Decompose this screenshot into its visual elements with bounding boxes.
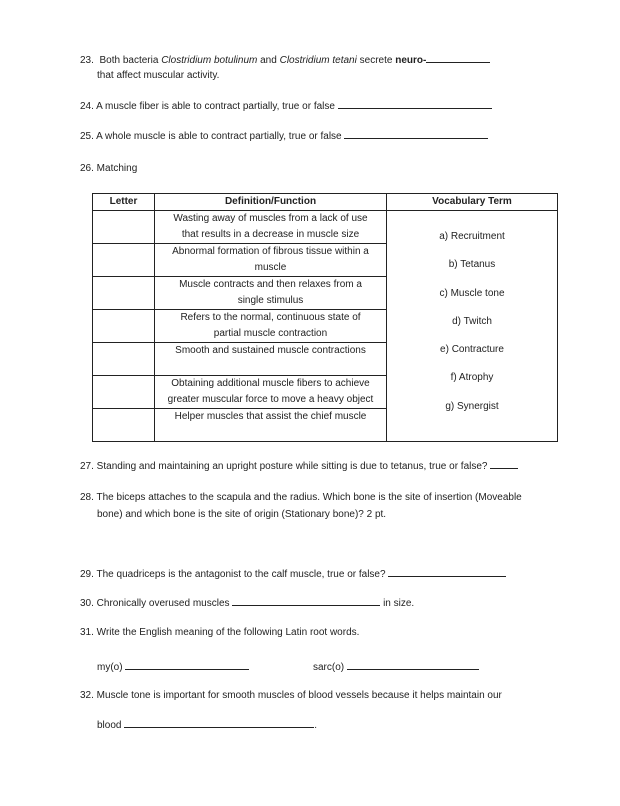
- definition-line: Obtaining additional muscle fibers to achieve: [171, 378, 370, 389]
- vocab-term: f) Atrophy: [450, 372, 494, 384]
- vocab-term: e) Contracture: [440, 344, 504, 356]
- question-27: [80, 460, 518, 472]
- vocab-term: a) Recruitment: [439, 231, 505, 242]
- q23-species-1: Clostridium botulinum: [161, 55, 258, 66]
- q32-line-2: [97, 719, 317, 731]
- q30-text: 30. Chronically overused muscles: [80, 598, 230, 609]
- q29-answer-blank[interactable]: [388, 568, 506, 577]
- vocab-cell: [387, 211, 558, 442]
- root-my-answer-blank[interactable]: [125, 661, 249, 670]
- vocab-term: d) Twitch: [452, 315, 492, 327]
- definition-cell: [155, 409, 387, 442]
- q23-answer-blank[interactable]: [426, 54, 490, 63]
- header-definition: Definition/Function: [155, 194, 387, 211]
- definition-line: partial muscle contraction: [213, 328, 328, 339]
- q28-line-1: 28. The biceps attaches to the scapula and the radius. Which bone is the site of insertion (Moveable: [80, 492, 522, 503]
- root-sarc-answer-blank[interactable]: [347, 661, 479, 670]
- definition-line: Smooth and sustained muscle contractions: [175, 345, 366, 356]
- root-my: [97, 661, 249, 673]
- letter-cell[interactable]: [93, 343, 155, 376]
- question-24: [80, 100, 492, 112]
- definition-line: greater muscular force to move a heavy object: [167, 394, 374, 405]
- definition-line: muscle: [254, 262, 287, 273]
- q25-text: 25. A whole muscle is able to contract partially, true or false: [80, 131, 342, 142]
- q30-suffix: in size.: [383, 598, 415, 609]
- q27-answer-blank[interactable]: [490, 460, 518, 469]
- table-row: [93, 211, 558, 244]
- definition-line: single stimulus: [237, 295, 304, 306]
- q24-answer-blank[interactable]: [338, 100, 492, 109]
- q24-text: 24. A muscle fiber is able to contract partially, true or false: [80, 101, 335, 112]
- q23-and: and: [260, 55, 277, 66]
- question-29: [80, 568, 506, 580]
- q23-secrete: secrete: [359, 55, 393, 66]
- question-25: [80, 130, 488, 142]
- definition-line: Wasting away of muscles from a lack of use: [173, 213, 368, 224]
- root-sarc-label: sarc(o): [313, 662, 345, 673]
- question-26: 26. Matching: [80, 163, 138, 174]
- q32-answer-blank[interactable]: [124, 719, 314, 728]
- letter-cell[interactable]: [93, 244, 155, 277]
- q32-period: .: [314, 720, 318, 731]
- header-letter: Letter: [93, 194, 155, 211]
- q23-number: 23.: [80, 55, 94, 66]
- definition-line: Abnormal formation of fibrous tissue within a: [172, 246, 369, 257]
- definition-line: that results in a decrease in muscle size: [181, 229, 360, 240]
- q28-line-2: bone) and which bone is the site of origin (Stationary bone)? 2 pt.: [97, 509, 387, 520]
- letter-cell[interactable]: [93, 376, 155, 409]
- matching-table: [92, 193, 558, 442]
- definition-cell: [155, 244, 387, 277]
- definition-cell: [155, 211, 387, 244]
- q32-blood: blood: [97, 720, 122, 731]
- root-my-label: my(o): [97, 662, 123, 673]
- root-sarc: [313, 661, 479, 673]
- q29-text: 29. The quadriceps is the antagonist to the calf muscle, true or false?: [80, 569, 386, 580]
- vocab-term: c) Muscle tone: [439, 287, 505, 299]
- question-23: [80, 54, 490, 66]
- definition-line: Refers to the normal, continuous state of: [180, 312, 361, 323]
- definition-cell: [155, 376, 387, 409]
- definition-cell: [155, 277, 387, 310]
- q23-text: Both bacteria: [99, 55, 159, 66]
- q25-answer-blank[interactable]: [344, 130, 488, 139]
- definition-cell: [155, 310, 387, 343]
- definition-cell: [155, 343, 387, 376]
- letter-cell[interactable]: [93, 211, 155, 244]
- vocab-term: b) Tetanus: [448, 259, 496, 271]
- question-30: [80, 597, 414, 609]
- letter-cell[interactable]: [93, 310, 155, 343]
- q30-answer-blank[interactable]: [232, 597, 380, 606]
- q23-species-2: Clostridium tetani: [279, 55, 357, 66]
- table-header-row: [93, 194, 558, 211]
- header-vocab: Vocabulary Term: [387, 194, 558, 211]
- q32-line-1: 32. Muscle tone is important for smooth muscles of blood vessels because it helps maintain our: [80, 690, 502, 701]
- letter-cell[interactable]: [93, 277, 155, 310]
- definition-line: Muscle contracts and then relaxes from a: [179, 279, 362, 290]
- letter-cell[interactable]: [93, 409, 155, 442]
- q23-line-2: that affect muscular activity.: [97, 70, 220, 81]
- vocab-term: g) Synergist: [445, 400, 499, 412]
- q27-text: 27. Standing and maintaining an upright posture while sitting is due to tetanus, true or false?: [80, 461, 488, 472]
- q23-bold-prefix: neuro-: [395, 55, 427, 66]
- definition-line: Helper muscles that assist the chief muscle: [174, 411, 367, 422]
- question-31: 31. Write the English meaning of the following Latin root words.: [80, 627, 360, 638]
